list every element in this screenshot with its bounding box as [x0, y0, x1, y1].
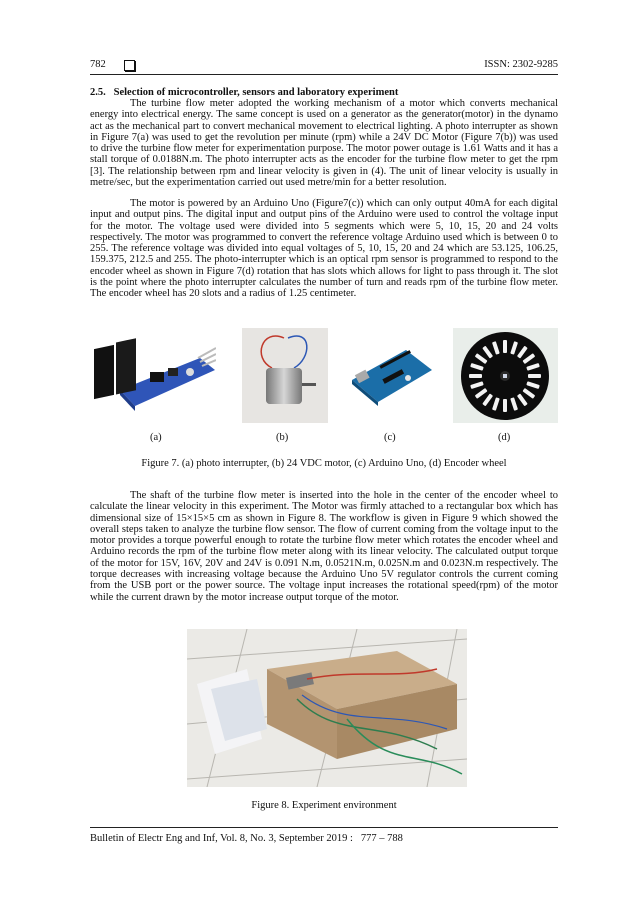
section-heading: 2.5. Selection of microcontroller, sensors and laboratory experiment [90, 87, 399, 98]
running-header [90, 59, 558, 73]
encoder-wheel-image [453, 328, 558, 423]
paragraph-3: The shaft of the turbine flow meter is inserted into the hole in the center of the encoder wheel to calculate the linear velocity in this experiment. The Motor was firmly attached to a rectangular box which has dimensional size of 15×15×5 cm as shown in Figure 8. The workflow is given in Figure 9 which showed the overall steps taken to analyze the turbine flow sensor. The flow of current coming from the voltage input to the motor provides a torque powerful enough to rotate the turbine flow meter which rotates the encoder wheel and Arduino records the rpm of the turbine flow meter along with its linear velocity. The calculated output torque of the motor for 15V, 16V, 20V and 24V is 0.091 N.m, 0.0521N.m, 0.025N.m and 0.023N.m respectively. The torque decreases with increasing voltage because the Arduino Uno 5V regulator controls the current coming from the USB port or the power source. The voltage input increases the rotational speed(rpm) of the motor while the current drawn by the motor increase output torque of the motor. [90, 490, 558, 603]
issn: ISSN: 2302-9285 [484, 59, 558, 70]
header-rule [90, 74, 558, 75]
figure-7-caption: Figure 7. (a) photo interrupter, (b) 24 VDC motor, (c) Arduino Uno, (d) Encoder wheel [141, 458, 507, 469]
footer-citation: Bulletin of Electr Eng and Inf, Vol. 8, No. 3, September 2019 : 777 – 788 [90, 833, 403, 844]
figure-7-label-a: (a) [150, 432, 162, 443]
dc-motor-image [242, 328, 328, 423]
paragraph-1: The turbine flow meter adopted the working mechanism of a motor which converts mechanical energy into electrical energy. The same concept is used on a generator as the generator(motor) in the dynamo act as the mechanical part to convert mechanical movement to electrical lighting. A photo interrupter as shown in Figure 7(a) was used to get the revolution per minute (rpm) while a 24V DC Motor (Figure 7(b)) was used to drive the turbine flow meter for experimentation purpose. The motor power outage is 1.61 Watts and it has a stall torque of 0.0188N.m. The photo interrupter acts as the encoder for the turbine flow meter to get the rpm [3]. The relationship between rpm and linear velocity is given in (4). The unit of linear velocity is usually in metre/sec, but the experimentation carried out used metre/min for a better resolution. [90, 98, 558, 189]
page-number: 782 [90, 59, 106, 70]
footer-rule [90, 827, 558, 828]
arduino-uno-image [348, 328, 434, 423]
paragraph-2: The motor is powered by an Arduino Uno (Figure7(c)) which can only output 40mA for each digital input and output pins. The digital input and output pins of the Arduino were used to control the voltage input for the motor. The voltage used were divided into 5 segments which were 5, 10, 15, 20 and 24 volts respectively. The motor was programmed to convert the reference voltage Arduino used which is between 0 to 255. The reference voltage was divided into equal voltages of 5, 10, 15, 20 and 24 which are 53.125, 106.25, 159.375, 212.5 and 255. The photo-interrupter which is an optical rpm sensor is programmed to respond to the encoder wheel as shown in Figure 7(d) rotation that has slots which allows for light to pass through it. The slot is the point where the photo interrupter calculates the number of turn and reads rpm of the turbine flow meter. The encoder wheel has 20 slots and a radius of 1.25 centimeter. [90, 198, 558, 300]
figure-7-label-b: (b) [276, 432, 289, 443]
figure-7-label-c: (c) [384, 432, 396, 443]
figure-7 [90, 328, 558, 423]
figure-8-caption: Figure 8. Experiment environment [251, 800, 397, 811]
photo-interrupter-image [90, 328, 216, 423]
experiment-environment-image [187, 629, 467, 787]
figure-7-label-d: (d) [498, 432, 511, 443]
square-icon [124, 60, 135, 71]
